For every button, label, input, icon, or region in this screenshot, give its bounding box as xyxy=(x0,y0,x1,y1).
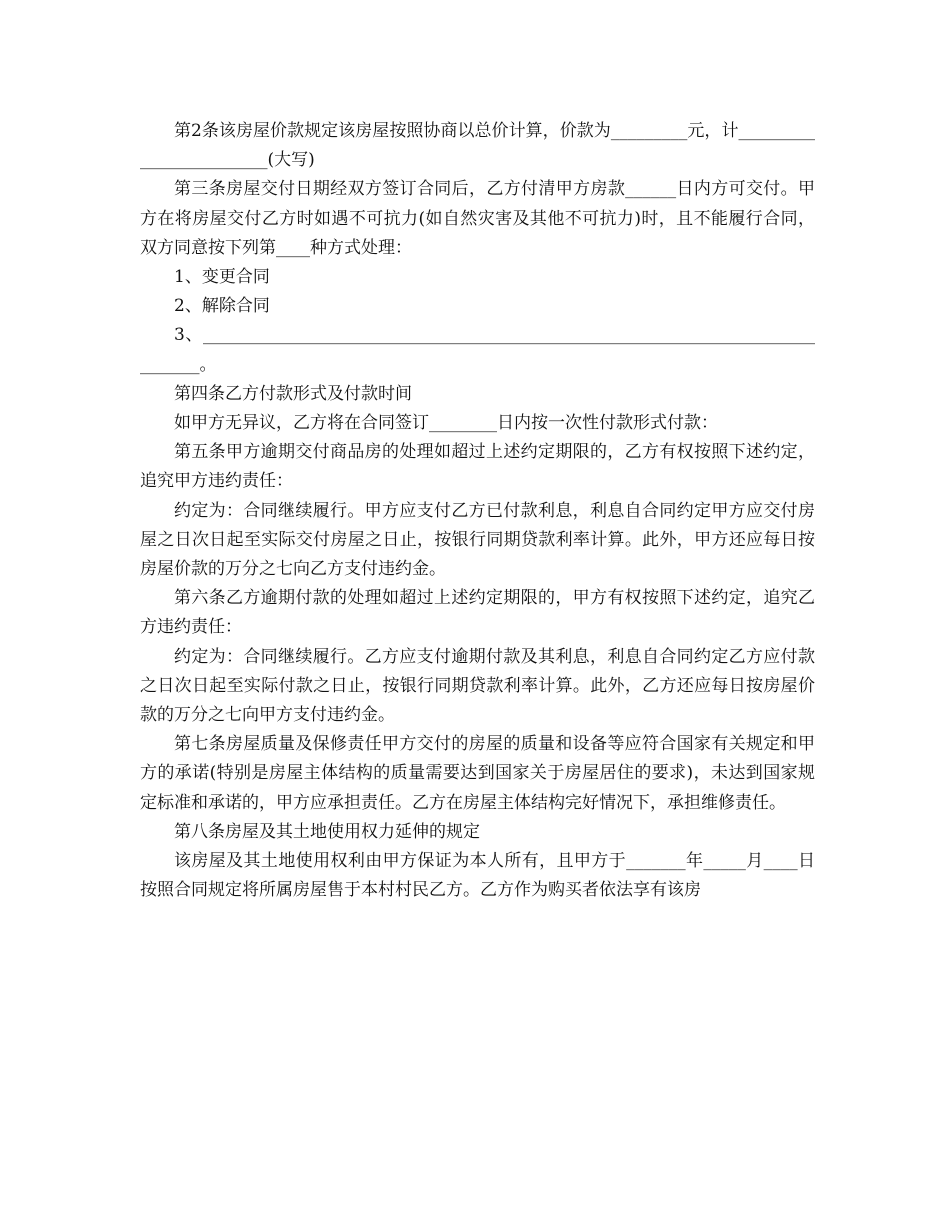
document-body xyxy=(140,117,815,905)
clause-5-heading: 第五条甲方逾期交付商品房的处理如超过上述约定期限的，乙方有权按照下述约定，追究甲方违约责任： xyxy=(140,442,815,492)
clause-2-price: 第2条该房屋价款规定该房屋按照协商以总价计算，价款为_________元，计________________________(大写) xyxy=(140,121,815,171)
clause-7-quality: 第七条房屋质量及保修责任甲方交付的房屋的质量和设备等应符合国家有关规定和甲方的承诺(特别是房屋主体结构的质量需要达到国家关于房屋居住的要求)，未达到国家规定标准和承诺的，甲方应承担责任。乙方在房屋主体结构完好情况下，承担维修责任。 xyxy=(140,734,815,813)
clause-5-body: 约定为：合同继续履行。甲方应支付乙方已付款利息，利息自合同约定甲方应交付房屋之日次日起至实际交付房屋之日止，按银行同期贷款利率计算。此外，甲方还应每日按房屋价款的万分之七向乙方支付违约金。 xyxy=(140,500,815,580)
clause-8-heading: 第八条房屋及其土地使用权力延伸的规定 xyxy=(174,821,480,842)
option-2: 2、解除合同 xyxy=(174,296,270,317)
clause-4-heading: 第四条乙方付款形式及付款时间 xyxy=(174,383,412,404)
clause-8-body: 该房屋及其土地使用权利由甲方保证为本人所有，且甲方于_______年_____月____日按照合同规定将所属房屋售于本村村民乙方。乙方作为购买者依法享有该房 xyxy=(140,851,815,901)
option-1: 1、变更合同 xyxy=(174,267,270,288)
clause-6-body: 约定为：合同继续履行。乙方应支付逾期付款及其利息，利息自合同约定乙方应付款之日次日起至实际付款之日止，按银行同期贷款利率计算。此外，乙方还应每日按房屋价款的万分之七向甲方支付违约金。 xyxy=(140,646,815,726)
option-3: 3、_______________________________________________________________________________。 xyxy=(140,325,815,375)
clause-6-heading: 第六条乙方逾期付款的处理如超过上述约定期限的，甲方有权按照下述约定，追究乙方违约责任： xyxy=(140,588,815,638)
clause-3-delivery: 第三条房屋交付日期经双方签订合同后，乙方付清甲方房款______日内方可交付。甲方在将房屋交付乙方时如遇不可抗力(如自然灾害及其他不可抗力)时，且不能履行合同，双方同意按下列第____种方式处理： xyxy=(140,179,815,258)
clause-4-body: 如甲方无异议，乙方将在合同签订________日内按一次性付款形式付款： xyxy=(174,413,718,434)
